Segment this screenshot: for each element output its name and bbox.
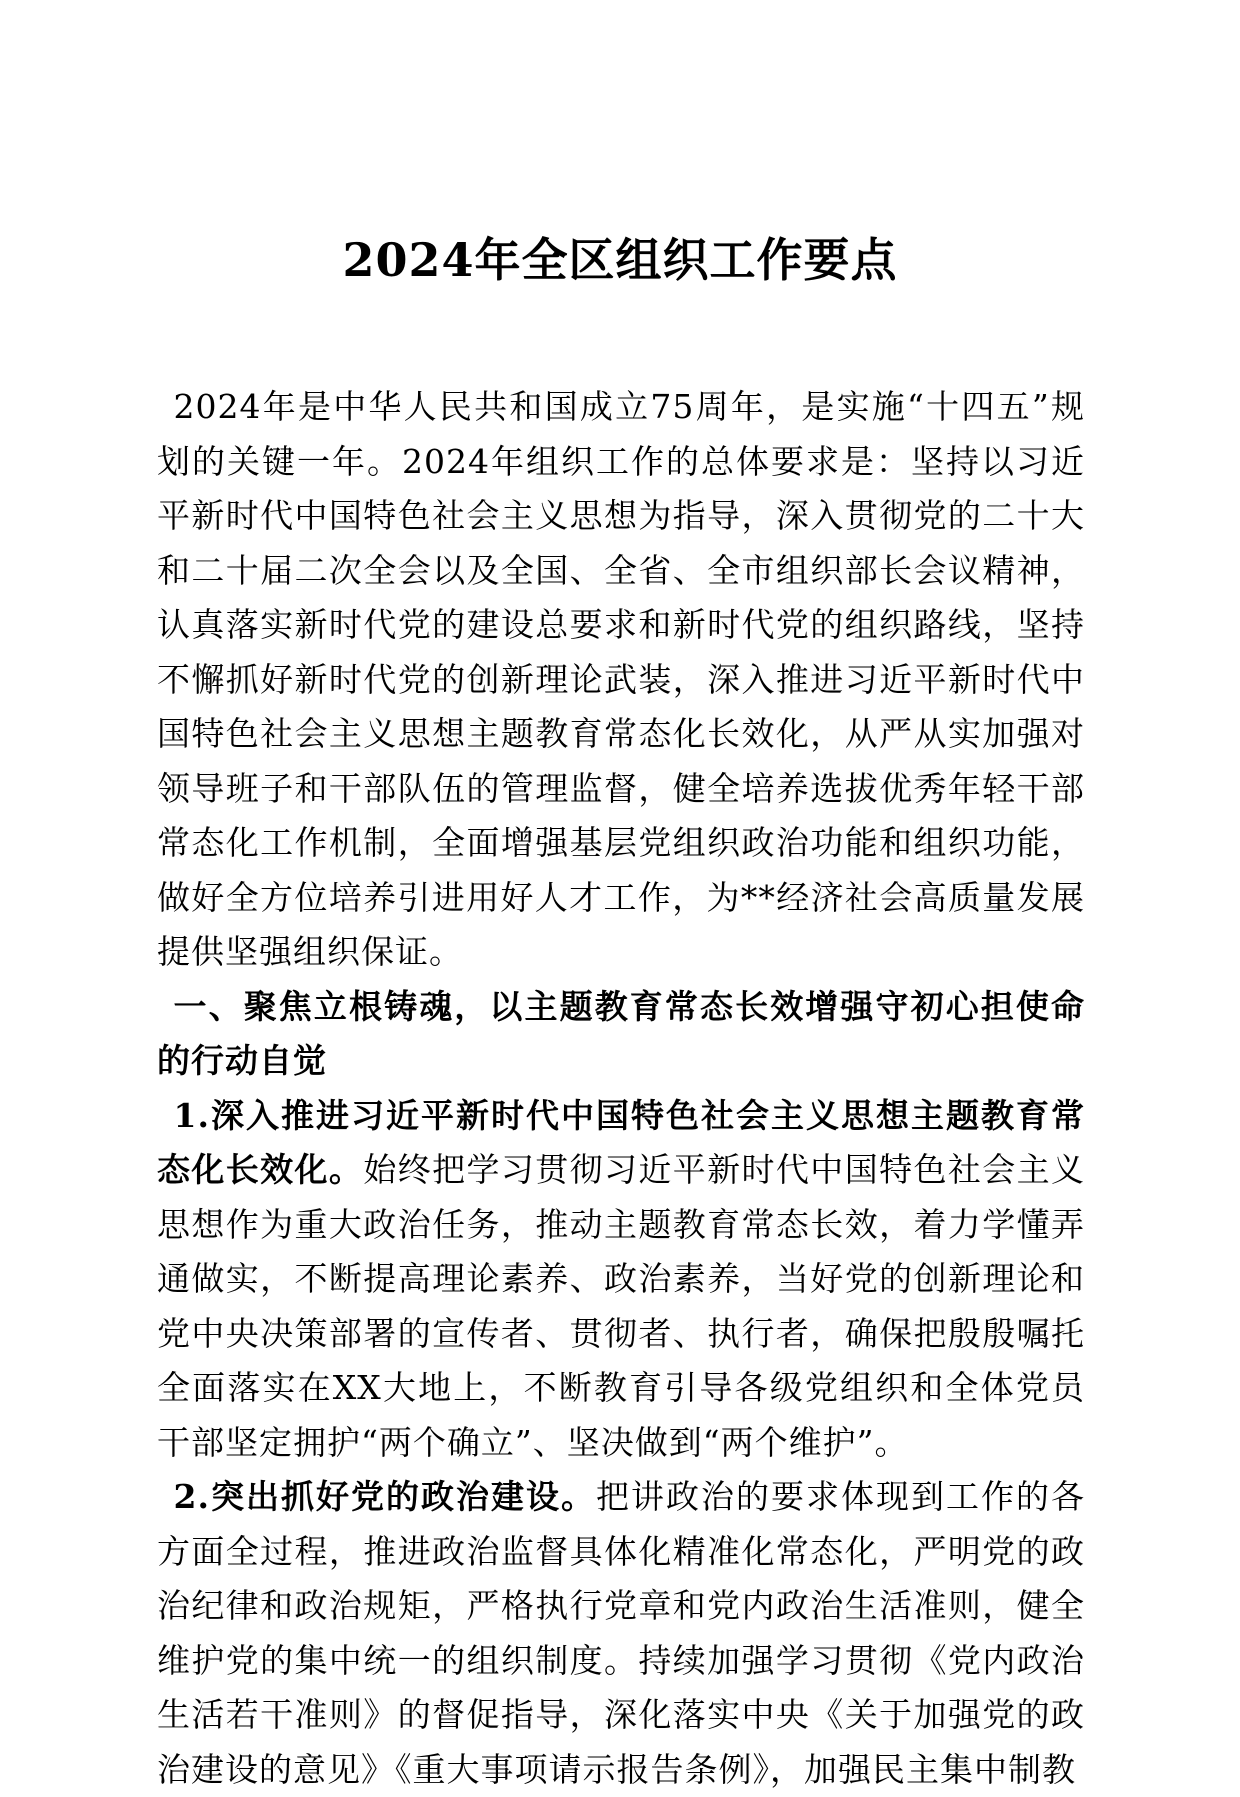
- section-1-heading: 一、聚焦立根铸魂，以主题教育常态长效增强守初心担使命的行动自觉: [157, 986, 1085, 1080]
- item-1-paragraph: [157, 1089, 1085, 1471]
- intro-paragraph: 2024年是中华人民共和国成立75周年，是实施“十四五”规划的关键一年。2024年组织工作的总体要求是：坚持以习近平新时代中国特色社会主义思想为指导，深入贯彻党的二十大和二十届二次全会以及全国、全省、全市组织部长会议精神，认真落实新时代党的建设总要求和新时代党的组织路线，坚持不懈抓好新时代党的创新理论武装，深入推进习近平新时代中国特色社会主义思想主题教育常态化长效化，从严从实加强对领导班子和干部队伍的管理监督，健全培养选拔优秀年轻干部常态化工作机制，全面增强基层党组织政治功能和组织功能，做好全方位培养引进用好人才工作，为**经济社会高质量发展提供坚强组织保证。: [157, 387, 1085, 971]
- item-1-body: 始终把学习贯彻习近平新时代中国特色社会主义思想作为重大政治任务，推动主题教育常态长效，着力学懂弄通做实，不断提高理论素养、政治素养，当好党的创新理论和党中央决策部署的宣传者、贯彻者、执行者，确保把殷殷嘱托全面落实在XX大地上，不断教育引导各级党组织和全体党员干部坚定拥护“两个确立”、坚决做到“两个维护”。: [157, 1150, 1086, 1462]
- document-body: [157, 380, 1085, 1797]
- document-title: 2024年全区组织工作要点: [342, 233, 898, 287]
- item-2-paragraph: [157, 1470, 1085, 1797]
- item-2-lead: 2.突出抓好党的政治建设。: [173, 1477, 596, 1516]
- item-2-body: 把讲政治的要求体现到工作的各方面全过程，推进政治监督具体化精准化常态化，严明党的政治纪律和政治规矩，严格执行党章和党内政治生活准则，健全维护党的集中统一的组织制度。持续加强学习贯彻《党内政治生活若干准则》的督促指导，深化落实中央《关于加强党的政治建设的意见》《重大事项请示报告条例》，加强民主集中制教: [157, 1477, 1086, 1789]
- item-1-lead: 1.深入推进习近平新时代中国特色社会主义思想主题教育常态化长效化。: [157, 1095, 1085, 1189]
